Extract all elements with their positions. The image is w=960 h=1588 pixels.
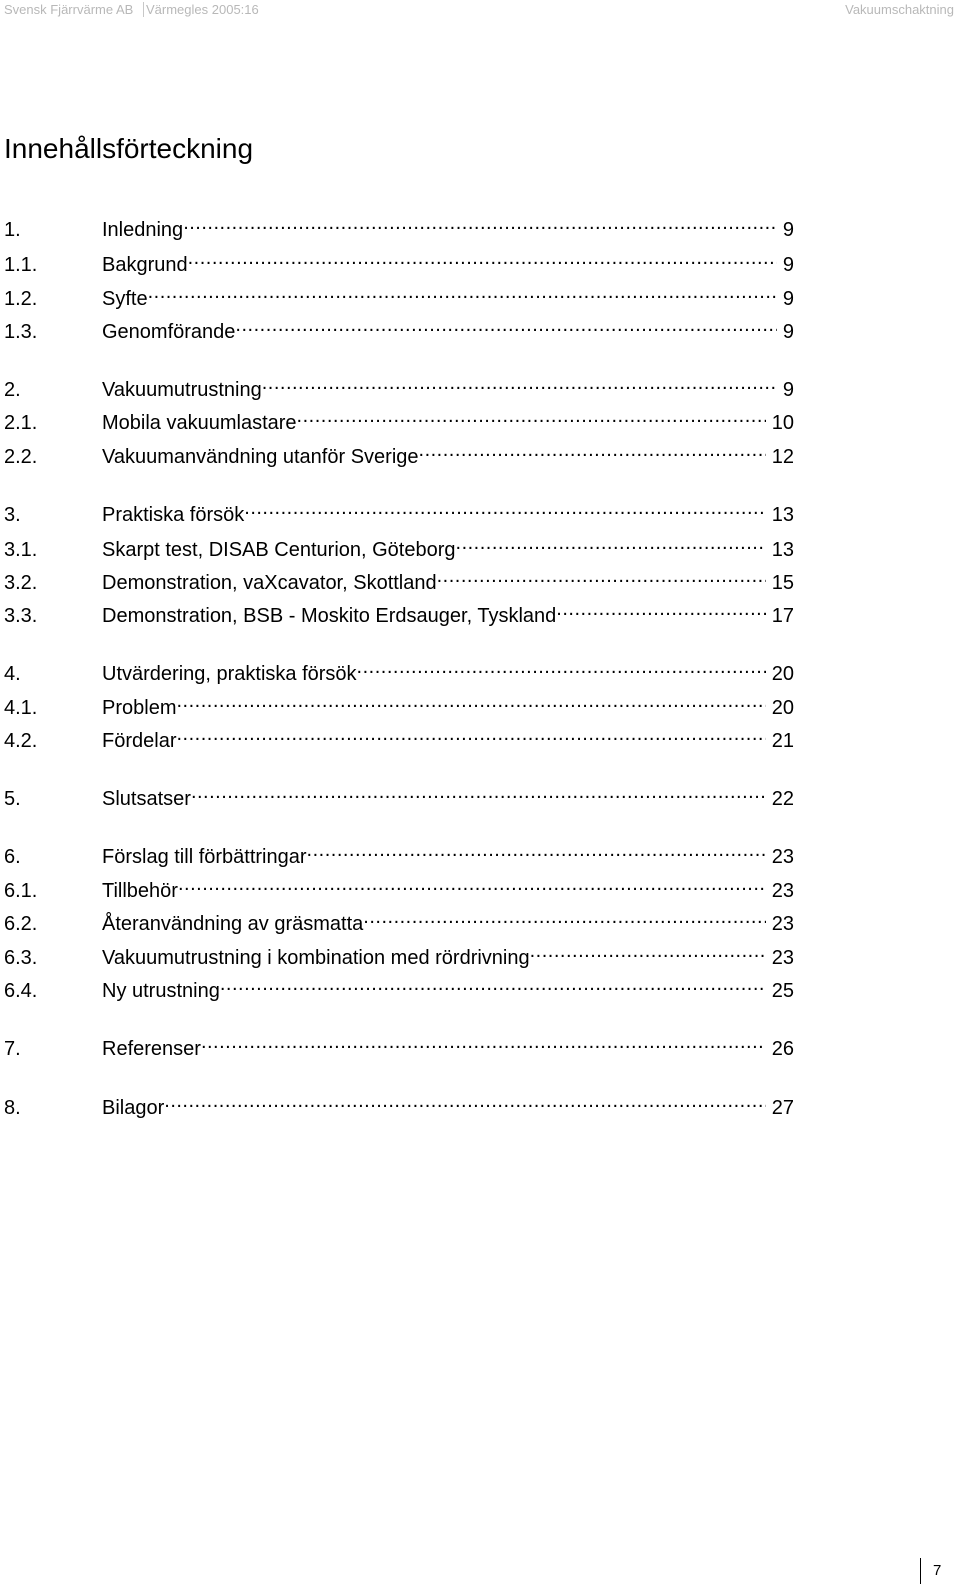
header-report-number: Värmegles 2005:16	[146, 2, 259, 17]
header-document-title: Vakuumschaktning	[845, 2, 954, 17]
dot-leader	[530, 938, 766, 964]
toc-entry-1-1[interactable]	[4, 245, 794, 276]
toc-entry-number: 6.	[4, 846, 21, 868]
toc-entry-6-3[interactable]	[4, 938, 794, 969]
dot-leader	[188, 245, 777, 271]
toc-entry-number: 7.	[4, 1038, 21, 1060]
dot-leader	[556, 596, 765, 622]
page-number: 7	[920, 1558, 941, 1584]
toc-entry-number: 3.3.	[4, 605, 38, 627]
dot-leader	[244, 495, 765, 521]
toc-entry-number: 1.1.	[4, 254, 38, 276]
toc-entry-title: Bakgrund	[102, 254, 188, 276]
page-header	[4, 2, 954, 22]
toc-entry-7[interactable]	[4, 1029, 794, 1060]
toc-entry-title: Vakuumanvändning utanför Sverige	[102, 446, 419, 468]
toc-entry-page: 17	[771, 605, 794, 627]
toc-entry-number: 6.4.	[4, 980, 38, 1002]
dot-leader	[148, 279, 777, 305]
toc-entry-number: 4.2.	[4, 730, 38, 752]
toc-entry-number: 6.1.	[4, 880, 38, 902]
dot-leader	[363, 904, 765, 930]
toc-entry-page: 10	[771, 412, 794, 434]
toc-entry-title: Fördelar	[102, 730, 177, 752]
toc-entry-1-3[interactable]	[4, 312, 794, 343]
toc-entry-title: Genomförande	[102, 321, 236, 343]
toc-entry-6-2[interactable]	[4, 904, 794, 935]
dot-leader	[201, 1029, 766, 1055]
toc-entry-title: Tillbehör	[102, 880, 178, 902]
dot-leader	[220, 971, 766, 997]
toc-entry-6[interactable]	[4, 837, 794, 868]
toc-entry-title: Återanvändning av gräsmatta	[102, 913, 364, 935]
toc-entry-number: 5.	[4, 788, 21, 810]
dot-leader	[297, 403, 766, 429]
dot-leader	[176, 721, 765, 747]
toc-entry-title: Ny utrustning	[102, 980, 220, 1002]
toc-entry-number: 6.3.	[4, 947, 38, 969]
toc-entry-page: 9	[782, 288, 794, 310]
toc-entry-number: 4.1.	[4, 697, 38, 719]
toc-entry-1-2[interactable]	[4, 279, 794, 310]
toc-entry-number: 8.	[4, 1097, 21, 1119]
toc-entry-number: 3.	[4, 504, 21, 526]
toc-entry-page: 15	[771, 572, 794, 594]
toc-entry-title: Förslag till förbättringar	[102, 846, 307, 868]
toc-entry-page: 13	[771, 504, 794, 526]
toc-entry-page: 26	[771, 1038, 794, 1060]
toc-entry-title: Demonstration, vaXcavator, Skottland	[102, 572, 437, 594]
toc-entry-page: 13	[771, 539, 794, 561]
toc-entry-3-1[interactable]	[4, 530, 794, 561]
toc-entry-2-1[interactable]	[4, 403, 794, 434]
toc-entry-3-3[interactable]	[4, 596, 794, 627]
toc-entry-number: 1.	[4, 219, 21, 241]
toc-entry-page: 9	[782, 379, 794, 401]
toc-entry-page: 25	[771, 980, 794, 1002]
dot-leader	[176, 688, 765, 714]
toc-entry-page: 20	[771, 663, 794, 685]
toc-entry-number: 3.1.	[4, 539, 38, 561]
toc-entry-number: 6.2.	[4, 913, 38, 935]
dot-leader	[456, 530, 766, 556]
toc-entry-page: 9	[782, 254, 794, 276]
toc-title: Innehållsförteckning	[4, 133, 254, 164]
dot-leader	[164, 1088, 765, 1114]
toc-entry-3[interactable]	[4, 495, 794, 526]
toc-entry-page: 23	[771, 913, 794, 935]
toc-entry-6-4[interactable]	[4, 971, 794, 1002]
toc-entry-title: Problem	[102, 697, 177, 719]
toc-entry-number: 2.	[4, 379, 21, 401]
toc-entry-number: 1.3.	[4, 321, 38, 343]
toc-entry-title: Syfte	[102, 288, 148, 310]
dot-leader	[357, 654, 766, 680]
toc-entry-page: 12	[771, 446, 794, 468]
toc-entry-page: 23	[771, 846, 794, 868]
dot-leader	[307, 837, 766, 863]
toc-entry-number: 1.2.	[4, 288, 38, 310]
dot-leader	[437, 563, 766, 589]
toc-entry-4-2[interactable]	[4, 721, 794, 752]
toc-entry-3-2[interactable]	[4, 563, 794, 594]
toc-entry-title: Utvärdering, praktiska försök	[102, 663, 357, 685]
dot-leader	[235, 312, 776, 338]
toc-entry-title: Referenser	[102, 1038, 201, 1060]
toc-entry-page: 21	[771, 730, 794, 752]
toc-entry-5[interactable]	[4, 779, 794, 810]
toc-entry-page: 9	[782, 321, 794, 343]
toc-entry-number: 3.2.	[4, 572, 38, 594]
dot-leader	[178, 871, 766, 897]
dot-leader	[419, 437, 766, 463]
toc-entry-title: Vakuumutrustning	[102, 379, 262, 401]
toc-entry-page: 9	[782, 219, 794, 241]
toc-entry-4-1[interactable]	[4, 688, 794, 719]
dot-leader	[183, 210, 777, 236]
toc-entry-title: Slutsatser	[102, 788, 191, 810]
toc-entry-page: 23	[771, 947, 794, 969]
toc-entry-8[interactable]	[4, 1088, 794, 1119]
toc-entry-title: Praktiska försök	[102, 504, 245, 526]
header-company: Svensk Fjärrvärme AB	[4, 2, 144, 17]
toc-entry-title: Vakuumutrustning i kombination med rördrivning	[102, 947, 530, 969]
toc-entry-page: 22	[771, 788, 794, 810]
toc-entry-title: Mobila vakuumlastare	[102, 412, 297, 434]
toc-entry-title: Demonstration, BSB - Moskito Erdsauger, Tyskland	[102, 605, 557, 627]
toc-entry-page: 27	[771, 1097, 794, 1119]
dot-leader	[262, 370, 777, 396]
toc-entry-page: 20	[771, 697, 794, 719]
toc-entry-4[interactable]	[4, 654, 794, 685]
toc-entry-page: 23	[771, 880, 794, 902]
toc-entry-title: Inledning	[102, 219, 184, 241]
toc-entry-number: 4.	[4, 663, 21, 685]
toc-entry-2-2[interactable]	[4, 437, 794, 468]
toc-entry-6-1[interactable]	[4, 871, 794, 902]
toc-entry-title: Bilagor	[102, 1097, 165, 1119]
toc-entry-2[interactable]	[4, 370, 794, 401]
toc-entry-title: Skarpt test, DISAB Centurion, Göteborg	[102, 539, 456, 561]
toc-entry-number: 2.2.	[4, 446, 38, 468]
toc-entry-1[interactable]	[4, 210, 794, 241]
toc-entry-number: 2.1.	[4, 412, 38, 434]
dot-leader	[191, 779, 766, 805]
